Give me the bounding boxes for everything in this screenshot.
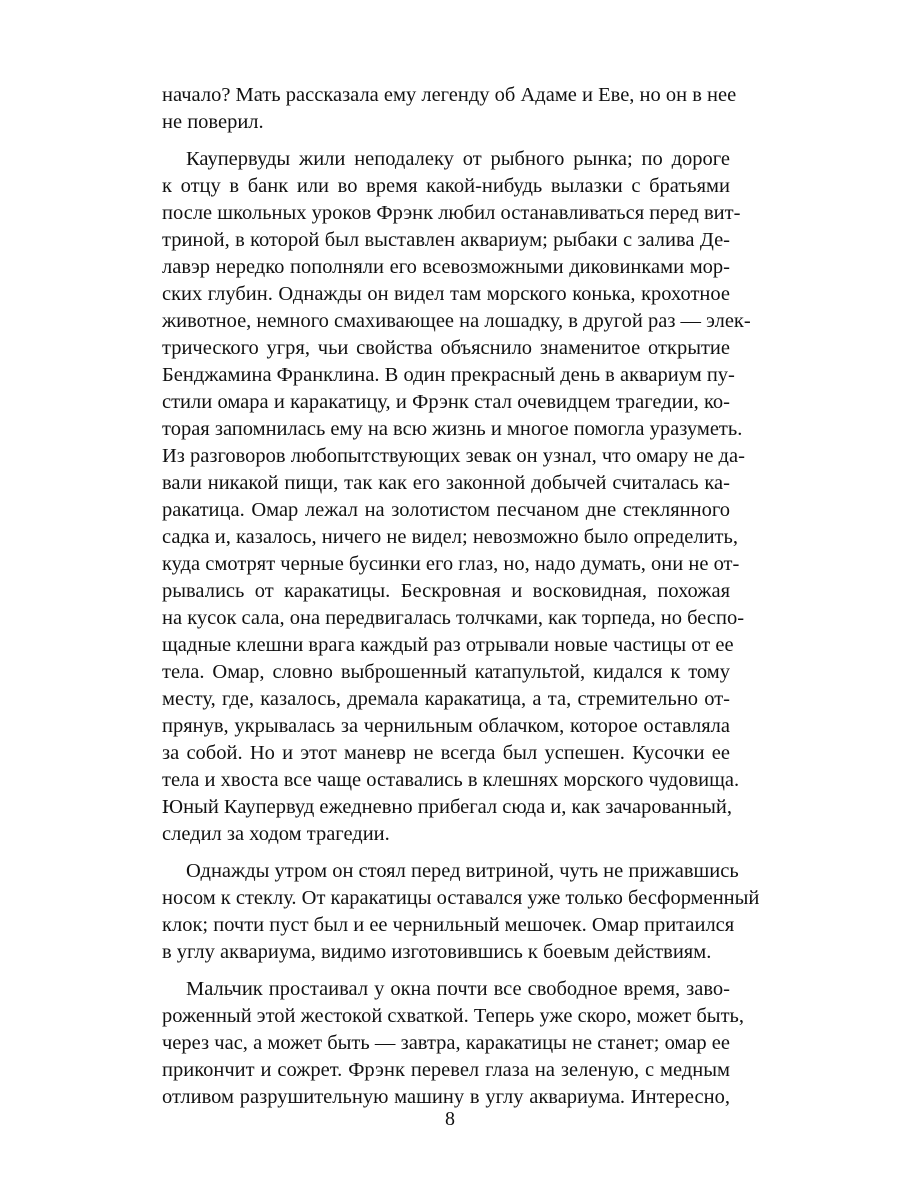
text-line: следил за ходом трагедии. (162, 823, 390, 845)
text-line: роженный этой жестокой схваткой. Теперь уже скоро, может быть, (162, 1005, 745, 1027)
text-line: Бенджамина Франклина. В один прекрасный день в аквариум пу- (162, 364, 735, 386)
text-line: триной, в которой был выставлен аквариум; рыбаки с залива Де- (162, 229, 730, 251)
text-line: не поверил. (162, 111, 264, 133)
body-text (162, 82, 760, 1111)
text-line: начало? Мать рассказала ему легенду об Адаме и Еве, но он в нее (162, 84, 737, 106)
text-line: через час, а может быть — завтра, каракатицы не станет; омар ее (162, 1032, 730, 1054)
text-line: куда смотрят черные бусинки его глаз, но, надо думать, они не от- (162, 553, 740, 575)
text-line: трического угря, чьи свойства объяснило знаменитое открытие (162, 337, 730, 359)
text-line: к отцу в банк или во время какой-нибудь вылазки с братьями (162, 175, 730, 197)
text-line: носом к стеклу. От каракатицы оставался уже только бесформенный (162, 887, 760, 909)
text-line: животное, немного смахивающее на лошадку, в другой раз — элек- (162, 310, 751, 332)
text-line: прикончит и сожрет. Фрэнк перевел глаза на зеленую, с медным (162, 1059, 730, 1081)
text-line: тела и хвоста все чаще оставались в клешнях морского чудовища. (162, 769, 740, 791)
paragraph-3 (162, 858, 760, 966)
text-line: вали никакой пищи, так как его законной добычей считалась ка- (162, 472, 730, 494)
text-line: за собой. Но и этот маневр не всегда был успешен. Кусочки ее (162, 742, 730, 764)
text-line: в углу аквариума, видимо изготовившись к боевым действиям. (162, 941, 712, 963)
text-line: ских глубин. Однажды он видел там морского конька, крохотное (162, 283, 730, 305)
text-line: Однажды утром он стоял перед витриной, чуть не прижавшись (186, 860, 739, 882)
paragraph-1 (162, 82, 737, 136)
text-line: месту, где, казалось, дремала каракатица, а та, стремительно от- (162, 688, 730, 710)
paragraph-2 (162, 146, 751, 848)
text-line: клок; почти пуст был и ее чернильный мешочек. Омар притаился (162, 914, 735, 936)
paragraph-4 (162, 976, 745, 1111)
text-line: лавэр нередко пополняли его всевозможными диковинками мор- (162, 256, 730, 278)
text-line: прянув, укрывалась за чернильным облачком, которое оставляла (162, 715, 730, 737)
text-line: рывались от каракатицы. Бескровная и восковидная, похожая (162, 580, 730, 602)
text-line: Из разговоров любопытствующих зевак он узнал, что омару не да- (162, 445, 745, 467)
text-line: ракатица. Омар лежал на золотистом песчаном дне стеклянного (162, 499, 730, 521)
page-number: 8 (445, 1108, 455, 1130)
text-line: Мальчик простаивал у окна почти все свободное время, заво- (186, 978, 730, 1000)
text-line: после школьных уроков Фрэнк любил останавливаться перед вит- (162, 202, 741, 224)
text-line: отливом разрушительную машину в углу аквариума. Интересно, (162, 1086, 730, 1108)
text-line: Каупервуды жили неподалеку от рыбного рынка; по дороге (186, 148, 730, 170)
text-line: тела. Омар, словно выброшенный катапультой, кидался к тому (162, 661, 730, 683)
text-line: садка и, казалось, ничего не видел; невозможно было определить, (162, 526, 738, 548)
text-line: Юный Каупервуд ежедневно прибегал сюда и, как зачарованный, (162, 796, 732, 818)
text-line: щадные клешни врага каждый раз отрывали новые частицы от ее (162, 634, 734, 656)
text-line: торая запомнилась ему на всю жизнь и многое помогла уразуметь. (162, 418, 743, 440)
text-line: стили омара и каракатицу, и Фрэнк стал очевидцем трагедии, ко- (162, 391, 730, 413)
text-line: на кусок сала, она передвигалась толчками, как торпеда, но беспо- (162, 607, 745, 629)
